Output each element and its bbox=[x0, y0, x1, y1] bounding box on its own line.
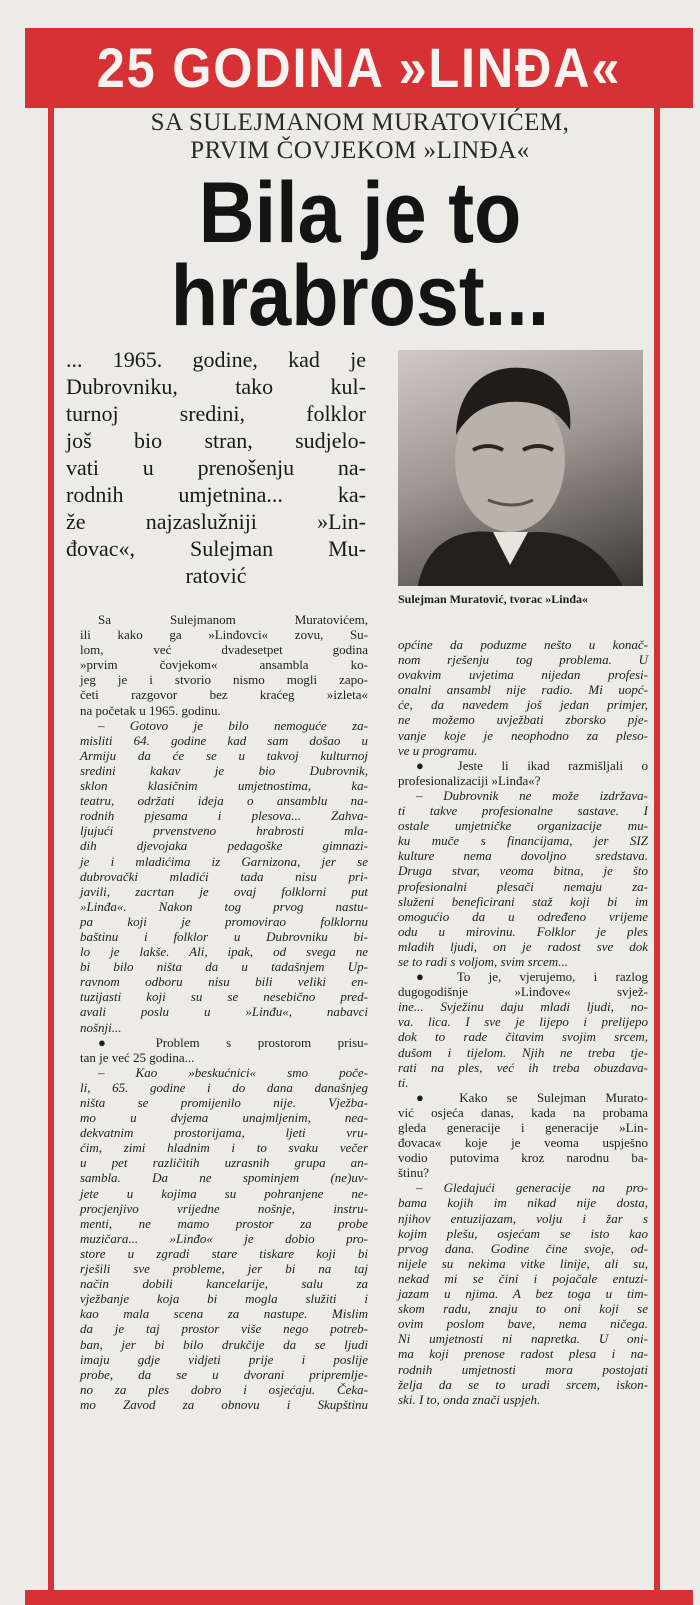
text-line: dekvatnim prostorijama, ljeti vru- bbox=[80, 1125, 368, 1141]
text-line: kao mala scena za nastupe. Mislim bbox=[80, 1306, 368, 1322]
text-line: ski. I to, onda znači uspjeh. bbox=[398, 1391, 541, 1407]
text-line: vić osjeća danas, kada na probama bbox=[398, 1104, 648, 1120]
photo-caption: Sulejman Muratović, tvorac »Linđa« bbox=[398, 592, 588, 606]
lead-line: vati u prenošenju na- bbox=[66, 455, 366, 480]
lead-line: turnoj sredini, folklor bbox=[66, 401, 366, 426]
text-line: ostale umjetničke organizacije mu- bbox=[398, 818, 648, 834]
text-line: »Linđa«. Nakon tog prvog nastu- bbox=[80, 898, 368, 914]
text-line: sredini kakav je bio Dubrovnik, bbox=[80, 762, 368, 778]
text-line: ● To je, vjerujemo, i razlog bbox=[416, 969, 648, 985]
text-line: kojim plešu, osjećam se isto kao bbox=[398, 1225, 648, 1241]
text-line: nijele su nekima vitke linije, ali su, bbox=[398, 1255, 648, 1271]
text-line: lom, već dvadesetpet godina bbox=[80, 642, 368, 658]
text-line: ban, jer bi bilo drukčije da se ljudi bbox=[80, 1336, 368, 1352]
text-line: ne možemo uvježbati zborsko pje- bbox=[398, 712, 648, 728]
text-line: muzičara... »Linđo« je dobio pro- bbox=[80, 1230, 368, 1246]
text-line: mo Zavod za obnovu i Skupštinu bbox=[80, 1396, 368, 1412]
text-line: ti takve profesionalne sastave. I bbox=[398, 803, 648, 819]
text-line: dugogodišnje »Linđove« svjež- bbox=[398, 984, 648, 1000]
text-line: profesionalni plesači nemaju za- bbox=[398, 878, 648, 894]
text-line: teatru, održati ideja o ansamblu na- bbox=[80, 793, 368, 809]
text-line: baštinu i folklor u Dubrovniku bi- bbox=[80, 928, 368, 944]
text-line: vanje koje je neophodno za pleso- bbox=[398, 727, 648, 743]
text-line: Sa Sulejmanom Muratovićem, bbox=[98, 612, 368, 627]
text-line: bi bilo ništa da u tadašnjem Up- bbox=[80, 959, 368, 975]
lead-line: že najzaslužniji »Lin- bbox=[66, 509, 366, 534]
text-line: način dobili kancelarije, salu za bbox=[80, 1276, 368, 1292]
text-line: misliti 64. godine kad sam došao u bbox=[80, 732, 368, 748]
text-line: ili kako ga »Linđovci« zovu, Su- bbox=[80, 627, 368, 643]
lead-line: rodnih umjetnina... ka- bbox=[66, 482, 366, 507]
text-line: je i mladićima iz Garnizona, jer se bbox=[80, 853, 368, 869]
text-line: kulture nema dovoljno sredstava. bbox=[398, 848, 648, 864]
portrait-photo bbox=[398, 350, 643, 586]
text-line: vježbanje koja bi mogla služiti i bbox=[80, 1291, 368, 1307]
text-line: ovim poslom bave, nema ničega. bbox=[398, 1316, 648, 1332]
text-line: ravnom odboru nisu bili veliki en- bbox=[80, 974, 368, 990]
text-line: ve u programu. bbox=[398, 742, 478, 758]
text-line: probe, da se u dvorani pripremlje- bbox=[80, 1366, 368, 1382]
text-line: rati na ples, već ih treba obuzdava- bbox=[398, 1059, 648, 1075]
text-line: dušom i tijelom. Njih ne treba tje- bbox=[398, 1044, 648, 1060]
text-line: imaju gdje vidjeti prije i poslije bbox=[80, 1351, 368, 1367]
text-line: nom rješenju tog problema. U bbox=[398, 652, 648, 668]
kicker-line-2: PRVIM ČOVJEKOM »LINĐA« bbox=[190, 137, 530, 164]
text-line: da je taj prostor više nego potreb- bbox=[80, 1321, 368, 1337]
text-line: profesionalizaciji »Linđa«? bbox=[398, 772, 541, 788]
article-column-1 bbox=[80, 612, 368, 1412]
banner-title: 25 GODINA »LINĐA« bbox=[96, 36, 622, 99]
text-line: dok to rade čitavim svojim srcem, bbox=[398, 1029, 648, 1045]
text-line: va. lica. I sve je lijepo i prelijepo bbox=[398, 1014, 648, 1030]
text-line: li, 65. godine i do dana današnjeg bbox=[80, 1079, 368, 1095]
text-line: pa koji je promovirao folklornu bbox=[80, 913, 368, 929]
text-line: nošnji... bbox=[80, 1019, 122, 1035]
headline-line-2: hrabrost... bbox=[170, 248, 550, 344]
text-line: mo u dvjema unajmljenim, nea- bbox=[80, 1110, 368, 1126]
lead-line: još bio stran, sudjelo- bbox=[66, 428, 366, 453]
text-line: – Gotovo je bilo nemoguće za- bbox=[98, 717, 368, 733]
text-line: ma koji prenose radost plesa i na- bbox=[398, 1346, 648, 1362]
text-line: tan je već 25 godina... bbox=[80, 1049, 195, 1065]
text-line: javili, zacrtan je ovaj folklorni put bbox=[80, 883, 368, 899]
text-line: ● Jeste li ikad razmišljali o bbox=[416, 757, 648, 773]
banner bbox=[25, 28, 693, 108]
headline-line-1: Bila je to bbox=[198, 165, 522, 261]
text-line: na početak u 1965. godinu. bbox=[80, 702, 221, 718]
text-line: procjenjivo vrijedne nošnje, instru- bbox=[80, 1200, 368, 1216]
text-line: prvog dana. Godine čine svoje, od- bbox=[398, 1240, 648, 1256]
text-line: njihov entuzijazam, volju i žar s bbox=[398, 1210, 648, 1226]
text-line: – Kao »beskućnici« smo poče- bbox=[98, 1064, 368, 1080]
text-line: rodnih pjesama i plesova... Zahva- bbox=[80, 808, 368, 824]
text-line: đovaca« koje je veoma uspješno bbox=[398, 1135, 648, 1151]
text-line: jeg je i stvorio nismo mogli zapo- bbox=[80, 672, 368, 688]
text-line: ine... Svježinu daju mladi ljudi, no- bbox=[398, 999, 648, 1015]
text-line: ništa se promijenilo nije. Vježba- bbox=[80, 1095, 368, 1110]
text-line: odu u mirovinu. Folklor je ples bbox=[398, 923, 648, 939]
text-line: nekad mi se čini i pojačale entuzi- bbox=[398, 1270, 648, 1286]
text-line: ti. bbox=[398, 1074, 409, 1090]
text-line: skom radu, znaju to oni koji se bbox=[398, 1301, 648, 1317]
text-line: ovakvim uvjetima nijedan profesi- bbox=[398, 667, 648, 683]
text-line: se to radi s voljom, svim srcem... bbox=[398, 953, 568, 969]
text-line: će, da navedem još jedan primjer, bbox=[398, 697, 648, 713]
text-line: želja da se to uradi srcem, iskon- bbox=[398, 1376, 648, 1392]
text-line: jete u kojima su pohranjene ne- bbox=[80, 1185, 368, 1201]
text-line: menti, ne mamo prostor za probe bbox=[80, 1215, 368, 1231]
text-line: avali poslu u »Linđu«, nabavci bbox=[80, 1004, 368, 1020]
text-line: Armiju da će se u takvoj kulturnoj bbox=[80, 747, 368, 763]
text-line: »prvim čovjekom« ansambla ko- bbox=[80, 657, 368, 673]
text-line: Ni umjetnosti ni napretka. U oni- bbox=[398, 1331, 648, 1347]
lead-line: ... 1965. godine, kad je bbox=[66, 347, 366, 372]
text-line: Druga stvar, veoma bitna, je što bbox=[398, 863, 648, 879]
kicker-line-1: SA SULEJMANOM MURATOVIĆEM, bbox=[150, 109, 570, 136]
text-line: štinu? bbox=[398, 1165, 430, 1181]
lead-line: đovac«, Sulejman Mu- bbox=[66, 536, 366, 561]
text-line: ku muče s financijama, jer SIZ bbox=[398, 833, 648, 849]
text-line: gleda generacije i generacije »Lin- bbox=[398, 1120, 648, 1135]
text-line: omogućio da u određeno vrijeme bbox=[398, 908, 648, 924]
text-line: – Gledajući generacije na pro- bbox=[416, 1180, 648, 1196]
text-line: ćim, zimi hladnim i to svaku večer bbox=[80, 1140, 368, 1156]
text-line: ● Problem s prostorom prisu- bbox=[98, 1034, 368, 1050]
text-line: općine da poduzme nešto u konač- bbox=[398, 637, 648, 652]
text-line: u pet različitih uzrasnih grupa an- bbox=[80, 1155, 368, 1171]
text-line: bama kojih im nikad nije dosta, bbox=[398, 1195, 648, 1211]
text-line: dubrovački mladići tada nisu pri- bbox=[80, 868, 368, 884]
text-line: tuzijasti koji su se nesebično pred- bbox=[80, 989, 368, 1005]
text-line: vodio putovima kroz narodnu ba- bbox=[398, 1150, 648, 1166]
text-line: store u zgradi stare tiskare koji bi bbox=[80, 1245, 368, 1261]
text-line: sklon klasičnim umjetnostima, ka- bbox=[80, 778, 368, 794]
text-line: ● Kako se Sulejman Murato- bbox=[416, 1089, 648, 1105]
text-line: četi razgovor bez kraćeg »izleta« bbox=[80, 687, 368, 703]
lead-line: ratović bbox=[185, 563, 247, 588]
text-line: no za ples dobro i osjećaju. Čeka- bbox=[80, 1381, 368, 1397]
text-line: ljujući prvenstveno hrabrosti mla- bbox=[80, 823, 368, 839]
lead-paragraph bbox=[66, 346, 366, 589]
text-line: sambla. Da ne spominjem (ne)uv- bbox=[80, 1170, 368, 1186]
text-line: služeni beneficirani staž koji bi im bbox=[398, 893, 648, 909]
text-line: mladih ljudi, on je radost sve dok bbox=[398, 938, 648, 954]
text-line: lo je lakše. Ali, ipak, od svega ne bbox=[80, 944, 368, 960]
text-line: – Dubrovnik ne može izdržava- bbox=[416, 787, 648, 803]
text-line: dih djevojaka pedagoške gimnazi- bbox=[80, 838, 368, 854]
text-line: rješili sve probleme, jer bi na taj bbox=[80, 1261, 368, 1277]
text-line: rodnih umjetnosti mora postojati bbox=[398, 1361, 648, 1377]
text-line: onalni ansambl nije radio. Mi uopć- bbox=[398, 682, 648, 698]
lead-line: Dubrovniku, tako kul- bbox=[66, 374, 366, 399]
bottom-rule bbox=[25, 1590, 693, 1605]
article-column-2 bbox=[398, 637, 648, 1407]
text-line: jazam u njima. A bez toga u tim- bbox=[398, 1286, 648, 1302]
